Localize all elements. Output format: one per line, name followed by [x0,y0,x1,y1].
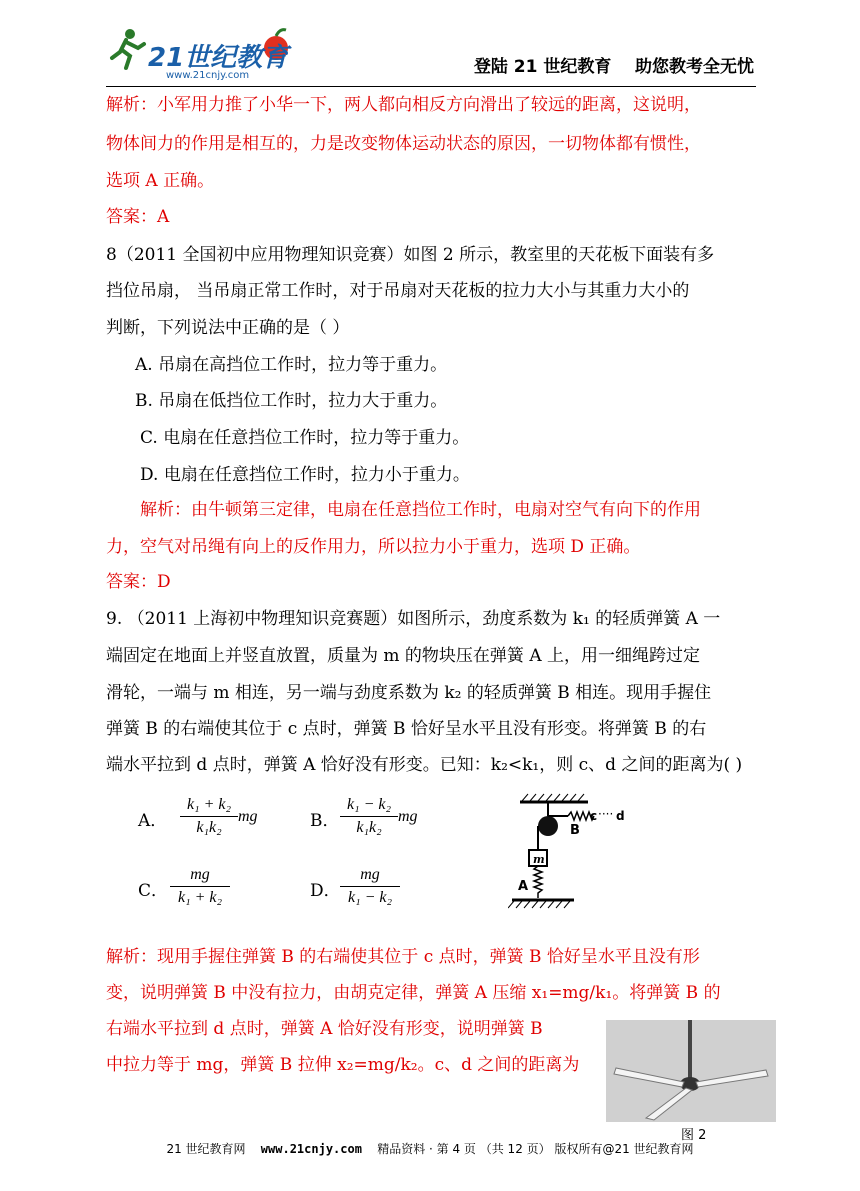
footer-site-name: 21 世纪教育网 [166,1142,246,1156]
option-d-fraction [340,866,400,907]
spring-pulley-figure [508,792,638,918]
analysis-8-line-2: 力，空气对吊绳有向上的反作用力，所以拉力小于重力，选项 D 正确。 [106,537,641,557]
question-9-line-2: 端固定在地面上并竖直放置，质量为 m 的物块压在弹簧 A 上，用一细绳跨过定 [106,646,701,666]
analysis-line-3: 选项 A 正确。 [106,171,215,191]
question-9-line-3: 滑轮，一端与 m 相连，另一端与劲度系数为 k₂ 的轻质弹簧 B 相连。现用手握住 [106,683,712,703]
option-d-label: D． [310,881,341,901]
analysis-9-line-3: 右端水平拉到 d 点时，弹簧 A 恰好没有形变，说明弹簧 B [106,1019,543,1039]
logo-graphic [108,22,308,80]
label-m: m [533,853,545,866]
analysis-9-line-2: 变，说明弹簧 B 中没有拉力，由胡克定律，弹簧 A 压缩 x₁=mg/k₁。将弹簧 B 的 [106,983,721,1003]
analysis-8-line-1: 解析：由牛顿第三定律，电扇在任意挡位工作时，电扇对空气有向下的作用 [140,500,701,520]
header-divider [106,86,756,87]
option-d-denominator: k₁ − k₂ [347,889,393,906]
option-b-label: B． [310,811,340,831]
label-d: d [616,809,625,823]
ceiling-fan-photo [606,1020,776,1122]
logo-url: www.21cnjy.com [166,70,250,80]
option-a-label: A． [138,811,168,831]
option-c-numerator: mg [170,866,230,887]
analysis-9-line-1: 解析：现用手握住弹簧 B 的右端使其位于 c 点时，弹簧 B 恰好呈水平且没有形 [106,947,700,967]
option-a-mg: mg [238,808,258,825]
question-8-option-a: A. 吊扇在高挡位工作时，拉力等于重力。 [135,355,448,375]
option-c-denominator: k₁ + k₂ [177,889,223,906]
option-a-numerator: k₁ + k₂ [180,796,238,817]
header-slogan: 登陆 21 世纪教育 助您教考全无忧 [473,57,754,77]
question-9-line-5: 端水平拉到 d 点时，弹簧 A 恰好没有形变。已知：k₂<k₁，则 c、d 之间的距离为( ) [106,755,743,775]
question-8-line-3: 判断，下列说法中正确的是（ ） [106,318,350,338]
label-c: c [590,809,598,823]
svg-text:····: ···· [598,807,614,821]
option-a-fraction [180,796,238,837]
logo-text: 21世纪教育 [148,43,289,73]
fan-figure-caption: 图 2 [681,1128,707,1143]
option-c-fraction [170,866,230,907]
question-8-line-1: 8（2011 全国初中应用物理知识竞赛）如图 2 所示，教室里的天花板下面装有多 [106,245,715,265]
page-footer [0,1140,860,1157]
question-8-option-b: B. 吊扇在低挡位工作时，拉力大于重力。 [135,391,448,411]
answer-line-7: 答案：A [106,207,170,227]
answer-line-8: 答案：D [106,572,171,592]
question-8-option-c: C. 电扇在任意挡位工作时，拉力等于重力。 [140,428,470,448]
site-logo [108,22,308,80]
option-b-denominator: k₁k₂ [356,819,382,836]
analysis-line-1: 解析：小军用力推了小华一下，两人都向相反方向滑出了较远的距离，这说明， [106,95,701,115]
option-b-mg: mg [398,808,418,825]
option-d-numerator: mg [340,866,400,887]
option-c-label: C． [138,881,169,901]
question-8-line-2: 挡位吊扇， 当吊扇正常工作时，对于吊扇对天花板的拉力大小与其重力大小的 [106,281,690,301]
option-b-numerator: k₁ − k₂ [340,796,398,817]
question-9-line-4: 弹簧 B 的右端使其位于 c 点时，弹簧 B 恰好呈水平且没有形变。将弹簧 B 的右 [106,719,707,739]
question-9-line-1: 9. （2011 上海初中物理知识竞赛题）如图所示，劲度系数为 k₁ 的轻质弹簧 A 一 [106,609,721,629]
question-8-option-d: D. 电扇在任意挡位工作时，拉力小于重力。 [140,465,470,485]
label-b: B [570,823,580,838]
option-b-fraction [340,796,398,837]
footer-url[interactable]: www.21cnjy.com [260,1142,362,1156]
option-a-denominator: k₁k₂ [196,819,222,836]
analysis-line-2: 物体间力的作用是相互的，力是改变物体运动状态的原因，一切物体都有惯性， [106,134,701,154]
label-a: A [518,879,529,894]
footer-page-info: 精品资料 · 第 4 页 （共 12 页） 版权所有@21 世纪教育网 [377,1142,694,1156]
analysis-9-line-4: 中拉力等于 mg，弹簧 B 拉伸 x₂=mg/k₂。c、d 之间的距离为 [106,1055,580,1075]
